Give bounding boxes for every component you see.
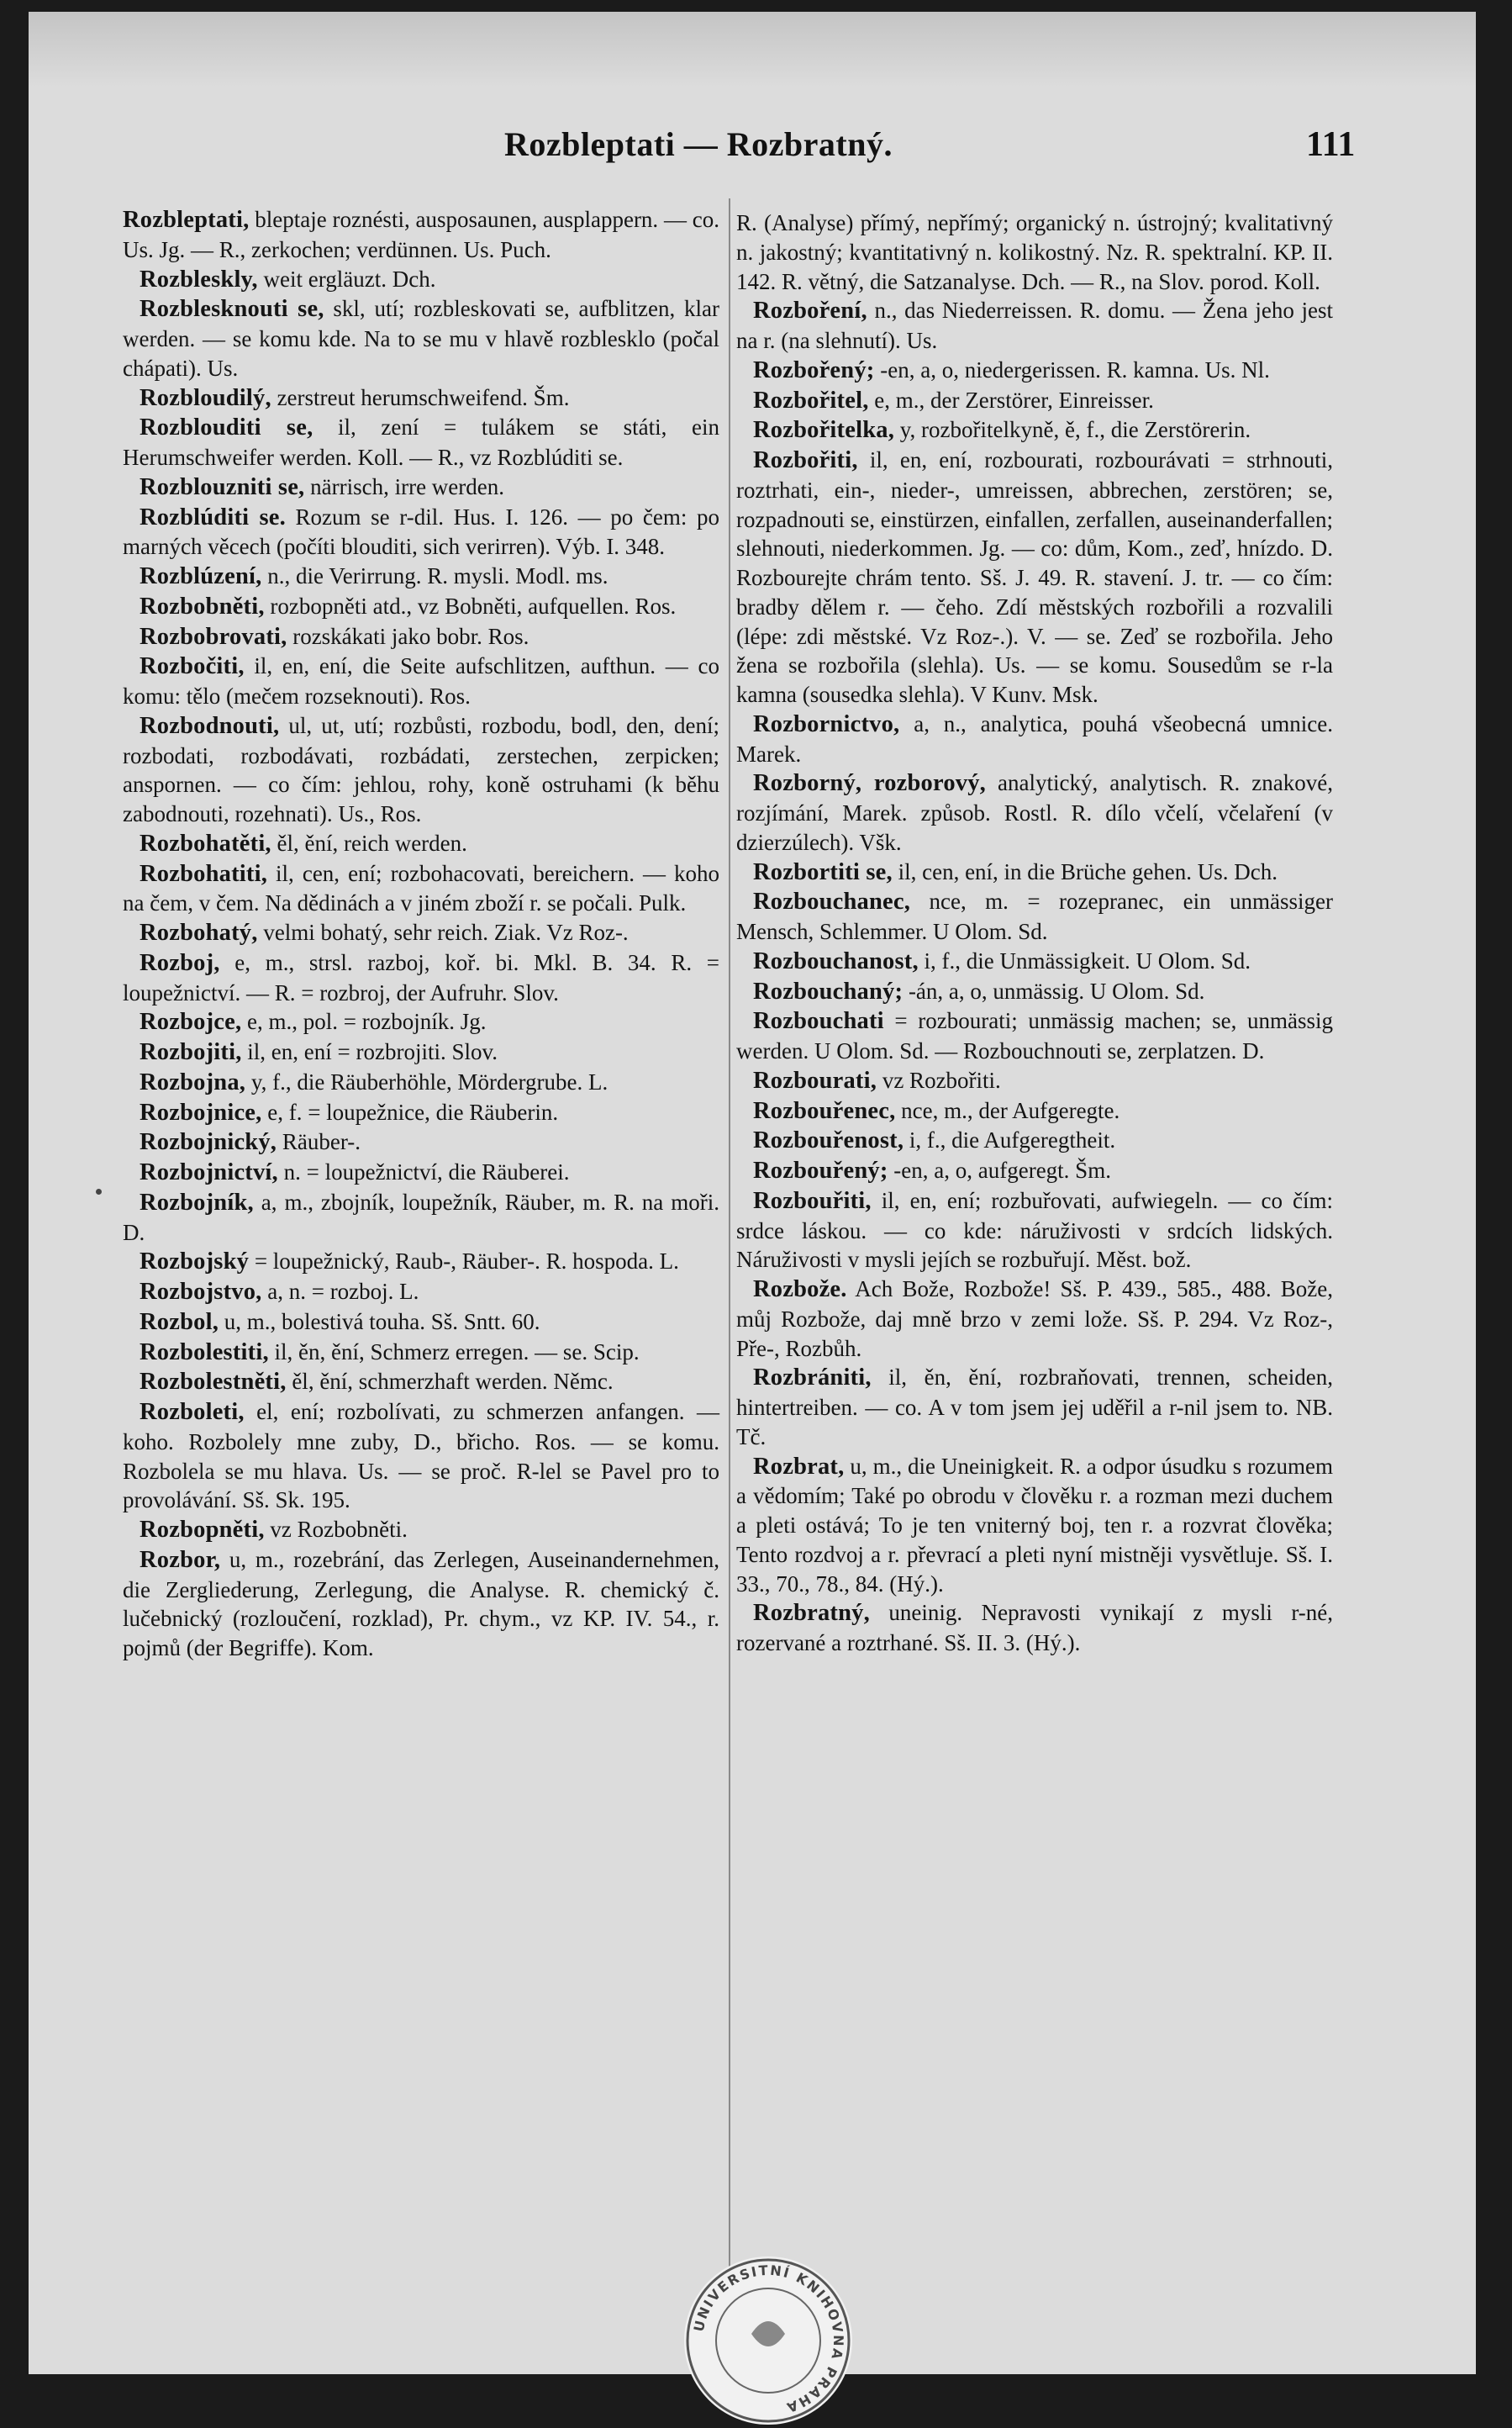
entry-headword: Rozbohatiti, [140,860,268,887]
entry-definition: Rozum se r-dil. Hus. I. 126. — po čem: po marných věcech (počíti blouditi, sich verirren). Výb. I. 348. [123,504,719,560]
entry-headword: Rozbrániti, [753,1364,872,1391]
dictionary-entry [123,1188,719,1248]
dictionary-entry [123,1515,719,1545]
entry-headword: Rozbleptati, [123,207,250,233]
entry-definition: i, f., die Aufgeregtheit. [904,1127,1116,1153]
entry-headword: Rozbouřený; [753,1158,888,1184]
entry-headword: Rozbojský [140,1248,250,1275]
entry-headword: Rozbolestněti, [140,1369,287,1396]
dictionary-entry [123,859,719,919]
dictionary-entry [123,205,719,265]
entry-definition: il, en, ení, rozbourati, rozbourávati = strhnouti, roztrhati, ein-, nieder-, umreissen, abbrechen, zerstören; se, rozpadnouti se, einstürzen, einfallen, zerfallen, auseinanderfallen; slehnouti, niederkommen. Jg. — co: dům, Kom., zeď, hnízdo. D. Rozbourejte chrám tento. Sš. J. 49. R. stavení. J. tr. — co čím: bradby dělem r. — čeho. Zdí městských rozbořili a rozvalili (lépe: zdi městské. Vz Roz-.). V. — se. Zeď se rozbořila. Jeho žena se rozbořila (slehla). Us. — se komu. Sousedům se r-la kamna (sousedka slehla). V Kunv. Msk. [736,447,1333,707]
entry-headword: Rozbol, [140,1308,219,1335]
dictionary-entry [736,1275,1333,1363]
entry-definition: nce, m., der Aufgeregte. [895,1097,1120,1123]
entry-headword: Rozbojník, [140,1189,254,1216]
entry-headword: Rozblúzení, [140,563,262,589]
dictionary-entry [123,829,719,859]
dictionary-entry [123,1007,719,1037]
entry-definition: ěl, ění, schmerzhaft werden. Němc. [286,1369,614,1395]
page-header [29,119,1476,170]
entry-headword: Rozbouchanec, [753,889,911,916]
dictionary-entry [123,1338,719,1368]
dictionary-entry [123,592,719,622]
dictionary-entry [736,977,1333,1007]
entry-headword: Rozblúditi se. [140,504,286,530]
entry-headword: Rozbolestiti, [140,1338,269,1365]
dictionary-entry [123,1037,719,1068]
dictionary-entry [123,918,719,948]
entry-definition: zerstreut herumschweifend. Šm. [271,384,570,410]
entry-definition: il, ěn, ění, rozbraňovati, trennen, scheiden, hintertreiben. — co. A v tom jsem jej uděřil a r-nil jsem to. NB. Tč. [736,1364,1333,1449]
dictionary-entry [736,208,1333,296]
entry-definition: il, ěn, ění, Schmerz erregen. — se. Scip. [268,1338,640,1364]
entry-headword: Rozbočiti, [140,653,245,680]
page-number: 111 [1306,125,1356,164]
entry-definition: il, en, ení, die Seite aufschlitzen, aufthun. — co komu: tělo (mečem rozseknouti). Ros. [123,653,719,709]
entry-definition: u, m., rozebrání, das Zerlegen, Auseinandernehmen, die Zergliederung, Zerlegung, die Analyse. R. chemický č. lučebnický (rozloučení, rozklad), Pr. chym., vz KP. IV. 54., r. pojmů (der Begriffe). Kom. [123,1546,719,1660]
entry-definition: e, m., der Zerstörer, Einreisser. [868,387,1154,413]
entry-headword: Rozbouřiti, [753,1187,872,1214]
entry-definition: ěl, ění, reich werden. [271,830,467,856]
svg-text:UNIVERSITNÍ KNIHOVNA PRAHA: UNIVERSITNÍ KNIHOVNA PRAHA [690,2262,847,2417]
entry-definition: närrisch, irre werden. [304,473,505,499]
entry-headword: Rozbože. [753,1276,847,1302]
entry-headword: Rozbojstvo, [140,1279,262,1305]
entry-definition: analytický, analytisch. R. znakové, rozjímání, Marek. způsob. Rostl. R. dílo včelí, včelaření (v dzierzúlech). Všk. [736,770,1333,855]
entry-definition: Räuber-. [277,1129,361,1155]
entry-headword: Rozboření, [753,298,867,325]
entry-definition: a, m., zbojník, loupežník, Räuber, m. R. na moři. D. [123,1189,719,1245]
entry-definition: ul, ut, utí; rozbůsti, rozbodu, bodl, den, dení; rozbodati, rozbodávati, rozbádati, zerstechen, zerpicken; anspornen. — co čím: jehlou, rohy, koně ostruhami (k běhu zabodnouti, rozehnati). Us., Ros. [123,712,719,826]
entry-definition: n., das Niederreissen. R. domu. — Žena jeho jest na r. (na slehnutí). Us. [736,298,1333,353]
dictionary-entry [123,472,719,503]
entry-headword: Rozbodnouti, [140,712,280,739]
entry-headword: Rozbobněti, [140,593,265,620]
dictionary-entry [736,1156,1333,1186]
entry-definition: bleptaje roznésti, ausposaunen, ausplappern. — co. Us. Jg. — R., zerkochen; verdünnen. Us. Puch. [123,207,719,262]
entry-definition: = rozbourati; unmässig machen; se, unmässig werden. U Olom. Sd. — Rozbouchnouti se, zerplatzen. D. [736,1008,1333,1064]
dictionary-entry [736,446,1333,710]
dictionary-entry [123,948,719,1008]
dictionary-entry [736,1096,1333,1127]
entry-definition: y, f., die Räuberhöhle, Mördergrube. L. [245,1069,608,1095]
dictionary-entry [123,503,719,562]
entry-definition: i, f., die Unmässigkeit. U Olom. Sd. [918,947,1251,974]
entry-definition: R. (Analyse) přímý, nepřímý; organický n. ústrojný; kvalitativný n. jakostný; kvantitativný n. kolikostný. Nz. R. spektralní. KP. II. 142. R. větný, die Satzanalyse. Dch. — R., na Slov. porod. Koll. [736,210,1333,294]
entry-definition: velmi bohatý, sehr reich. Ziak. Vz Roz-. [257,920,629,945]
entry-headword: Rozblouditi se, [140,414,313,441]
library-stamp [684,2256,852,2425]
entry-headword: Rozbornictvo, [753,710,900,737]
entry-definition: e, f. = loupežnice, die Räuberin. [261,1099,559,1125]
entry-headword: Rozbopněti, [140,1517,265,1543]
dictionary-entry [736,947,1333,977]
entry-headword: Rozborný, rozborový, [753,770,987,797]
ink-speck [96,1189,102,1195]
entry-definition: uneinig. Nepravosti vynikají z mysli r-né, rozervané a roztrhané. Sš. II. 3. (Hý.). [736,1600,1333,1655]
entry-headword: Rozbojnictví, [140,1159,278,1185]
dictionary-entry [123,1247,719,1277]
dictionary-entry [123,1158,719,1188]
dictionary-entry [736,1186,1333,1275]
entry-headword: Rozbojce, [140,1009,242,1036]
column-divider [729,198,730,2334]
entry-headword: Rozbratný, [753,1600,870,1627]
dictionary-entry [736,710,1333,769]
entry-headword: Rozbojiti, [140,1039,242,1065]
entry-headword: Rozbrat, [753,1453,845,1480]
dictionary-entry [123,1098,719,1128]
entry-definition: = loupežnický, Raub-, Räuber-. R. hospoda. L. [249,1248,679,1275]
entry-headword: Rozbořitelka, [753,417,895,444]
dictionary-entry [123,294,719,383]
dictionary-entry [123,711,719,829]
entry-definition: weit ergläuzt. Dch. [257,266,436,292]
dictionary-entry [736,768,1333,857]
entry-headword: Rozbloudilý, [140,384,271,411]
dictionary-entry [736,1006,1333,1066]
dictionary-entry [123,1277,719,1307]
dictionary-entry [123,1367,719,1397]
entry-headword: Rozbojnice, [140,1099,262,1126]
dictionary-entry [736,356,1333,386]
entry-headword: Rozbortiti se, [753,858,893,885]
dictionary-entry [123,1127,719,1158]
right-column [736,208,1333,1658]
entry-definition: vz Rozbobněti. [264,1517,408,1542]
entry-headword: Rozbořiti, [753,447,858,473]
entry-definition: il, zení = tulákem se státi, ein Herumschweifer werden. Koll. — R., vz Rozblúditi se. [123,414,719,470]
entry-definition: n. = loupežnictví, die Räuberei. [277,1159,570,1185]
stamp-graphic [684,2256,852,2425]
entry-definition: -en, a, o, niedergerissen. R. kamna. Us. Nl. [874,356,1270,383]
book-page [29,12,1476,2417]
dictionary-entry [736,1598,1333,1658]
dictionary-entry [123,652,719,711]
entry-definition: Ach Bože, Rozbože! Sš. P. 439., 585., 488. Bože, můj Rozbože, daj mně brzo v zemi lože. Sš. P. 294. Vz Roz-, Pře-, Rozbůh. [736,1276,1333,1361]
running-title: Rozbleptati — Rozbratný. [504,125,893,163]
entry-headword: Rozboleti, [140,1399,245,1425]
dictionary-entry [736,296,1333,356]
entry-definition: il, en, ení; rozbuřovati, aufwiegeln. — co čím: srdce láskou. — co kde: náruživosti v srdcích lidských. Náruživosti v mysli jejích se rozbuřují. Měst. bož. [736,1187,1333,1273]
entry-definition: e, m., pol. = rozbojník. Jg. [241,1009,487,1035]
dictionary-entry [123,1545,719,1663]
entry-headword: Rozbohatěti, [140,830,271,857]
entry-definition: il, cen, ení; rozbohacovati, bereichern. — koho na čem, v čem. Na dědinách a v jiném zboží r. se počali. Pulk. [123,860,719,916]
dictionary-entry [123,1397,719,1515]
dictionary-entry [736,1363,1333,1451]
entry-headword: Rozbleskly, [140,266,258,293]
entry-definition: vz Rozbořiti. [877,1067,1001,1093]
entry-definition: skl, utí; rozbleskovati se, aufblitzen, klar werden. — se komu kde. Na to se mu v hlavě rozblesklo (počal chápati). Us. [123,296,720,381]
entry-definition: rozskákati jako bobr. Ros. [287,623,529,649]
dictionary-entry [736,1066,1333,1096]
entry-definition: a, n. = rozboj. L. [261,1279,419,1304]
dictionary-entry [123,562,719,592]
dictionary-entry [123,1307,719,1338]
entry-headword: Rozbojnický, [140,1129,277,1156]
dictionary-entry [736,1126,1333,1156]
entry-definition: a, n., analytica, pouhá všeobecná umnice. Marek. [736,710,1333,767]
dictionary-entry [123,413,719,472]
entry-headword: Rozbořitel, [753,387,869,414]
entry-headword: Rozblouzniti se, [140,473,305,500]
entry-definition: -án, a, o, unmässig. U Olom. Sd. [903,978,1205,1004]
dictionary-entry [123,622,719,652]
dictionary-entry [123,383,719,414]
entry-definition: -en, a, o, aufgeregt. Šm. [888,1158,1111,1183]
entry-headword: Rozbouřenost, [753,1127,904,1154]
dictionary-entry [736,858,1333,888]
entry-definition: il, cen, ení, in die Brüche gehen. Us. Dch. [892,858,1278,884]
entry-headword: Rozbořený; [753,356,875,383]
entry-definition: e, m., strsl. razboj, koř. bi. Mkl. B. 34. R. = loupežnictví. — R. = rozbroj, der Aufruhr. Slov. [123,949,719,1006]
entry-headword: Rozbojna, [140,1069,246,1095]
entry-headword: Rozbouřenec, [753,1097,896,1124]
entry-definition: rozbopněti atd., vz Bobněti, aufquellen. Ros. [264,593,677,619]
entry-headword: Rozbourati, [753,1067,877,1094]
entry-headword: Rozbouchaný; [753,978,904,1005]
dictionary-entry [736,386,1333,416]
entry-headword: Rozbohatý, [140,920,258,946]
entry-headword: Rozbouchanost, [753,947,919,974]
entry-headword: Rozbor, [140,1546,221,1573]
entry-definition: y, rozbořitelkyně, ě, f., die Zerstörerin. [894,417,1251,443]
entry-headword: Rozbouchati [753,1008,884,1035]
entry-definition: nce, m. = rozepranec, ein unmässiger Mensch, Schlemmer. U Olom. Sd. [736,889,1333,944]
entry-headword: Rozboj, [140,949,220,976]
left-column [123,205,719,1663]
entry-headword: Rozblesknouti se, [140,296,324,323]
entry-definition: el, ení; rozbolívati, zu schmerzen anfangen. — koho. Rozbolely mne zuby, D., břicho. Ros. — se komu. Rozbolela se mu hlava. Us. — se proč. R-lel se Pavel pro to provolávání. Sš. Sk. 195. [123,1399,719,1513]
dictionary-entry [736,415,1333,446]
dictionary-entry [123,1068,719,1098]
dictionary-entry [736,1452,1333,1599]
entry-definition: il, en, ení = rozbrojiti. Slov. [241,1039,498,1064]
entry-definition: n., die Verirrung. R. mysli. Modl. ms. [261,563,608,589]
page-shadow [29,12,1476,87]
dictionary-entry [736,887,1333,947]
entry-definition: u, m., bolestivá touha. Sš. Sntt. 60. [219,1308,540,1334]
entry-headword: Rozbobrovati, [140,623,287,650]
dictionary-entry [123,265,719,295]
entry-definition: u, m., die Uneinigkeit. R. a odpor úsudku s rozumem a vědomím; Také po obrodu v člověku r. a rozman mezi duchem a pleti ostává; To je ten vniterný boj, ten r. a rozvrat člověka; Tento rozdvoj a r. převrací a pleti nyní mistněji vysvětluje. Sš. I. 33., 70., 78., 84. (Hý.). [736,1453,1333,1597]
